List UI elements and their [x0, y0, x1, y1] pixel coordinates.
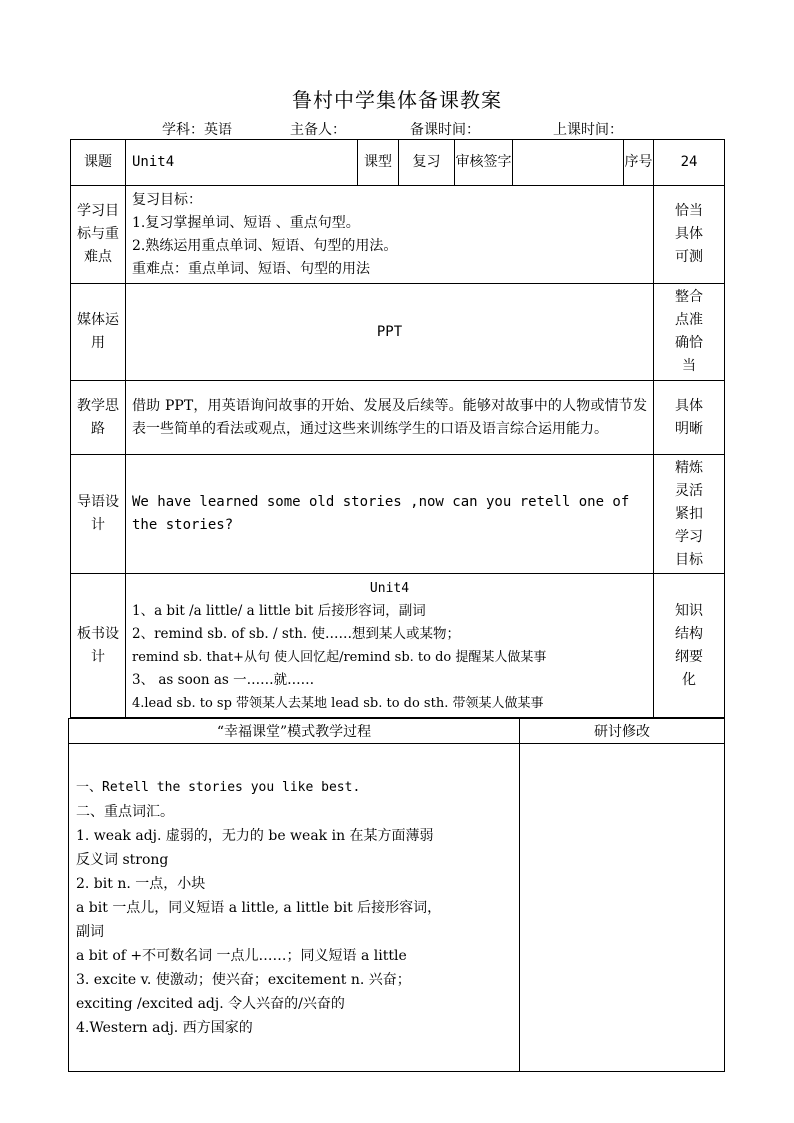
board-heading: Unit4	[369, 580, 410, 596]
process-line: 4.Western adj. 西方国家的	[76, 1020, 253, 1036]
media-row	[71, 284, 725, 381]
intro-comment: 精炼灵活紧扣学习目标	[654, 455, 725, 574]
board-label: 板书设计	[71, 574, 126, 718]
process-line: 2. bit n. 一点，小块	[76, 876, 206, 892]
objectives-content	[126, 186, 654, 284]
process-content	[69, 744, 520, 1072]
board-line: remind sb. that+从句 使人回忆起/remind sb. to do 提醒某人做某事	[132, 649, 547, 665]
review-label: 审核签字	[455, 140, 513, 186]
thinking-row	[71, 381, 725, 455]
board-line: 2、remind sb. of sb. / sth. 使……想到某人或某物；	[132, 625, 460, 642]
objectives-row	[71, 186, 725, 284]
objectives-label: 学习目标与重难点	[71, 186, 126, 284]
process-line: 副词	[76, 924, 104, 940]
seq-value: 24	[654, 140, 725, 186]
media-comment: 整合点准确恰当	[654, 284, 725, 381]
type-label: 课型	[358, 140, 399, 186]
process-line: a bit of +不可数名词 一点儿……；同义短语 a little	[76, 948, 407, 964]
objectives-line: 1.复习掌握单词、短语 、重点句型。	[132, 214, 360, 231]
thinking-value: 借助 PPT，用英语询问故事的开始、发展及后续等。能够对故事中的人物或情节发表一些简单的看法或观点，通过这些来训练学生的口语及语言综合运用能力。	[126, 381, 654, 455]
process-header: “幸福课堂”模式教学过程	[69, 719, 520, 744]
seq-label: 序号	[624, 140, 654, 186]
intro-row	[71, 455, 725, 574]
process-body-row	[69, 744, 725, 1072]
document-title: 鲁村中学集体备课教案	[292, 88, 502, 112]
process-line: 反义词 strong	[76, 852, 169, 868]
media-value: PPT	[126, 284, 654, 381]
board-line: 3、 as soon as 一……就……	[132, 671, 315, 688]
thinking-comment: 具体明晰	[654, 381, 725, 455]
media-label: 媒体运用	[71, 284, 126, 381]
header-row	[71, 140, 725, 186]
lesson-plan-table	[70, 139, 725, 718]
type-value: 复习	[399, 140, 455, 186]
objectives-line: 重难点：重点单词、短语、句型的用法	[132, 260, 370, 277]
process-line: 二、重点词汇。	[76, 804, 174, 820]
preparer-label: 主备人：	[290, 122, 346, 138]
thinking-label: 教学思路	[71, 381, 126, 455]
intro-value: We have learned some old stories ,now can you retell one of the stories?	[126, 455, 654, 574]
revision-header: 研讨修改	[520, 719, 725, 744]
board-line: 1、a bit /a little/ a little bit 后接形容词，副词	[132, 602, 426, 619]
process-header-row	[69, 719, 725, 744]
subject-label: 学科：英语	[162, 122, 232, 138]
objectives-comment: 恰当具体可测	[654, 186, 725, 284]
topic-value: Unit4	[126, 140, 358, 186]
process-line: a bit 一点儿，同义短语 a little, a little bit 后接形容词，	[76, 900, 442, 916]
process-line: 一、Retell the stories you like best.	[76, 780, 361, 795]
board-line: 4.lead sb. to sp 带领某人去某地 lead sb. to do sth. 带领某人做某事	[132, 695, 544, 711]
teaching-process-table	[68, 718, 725, 1072]
revision-content	[520, 744, 725, 1072]
process-line: exciting /excited adj. 令人兴奋的/兴奋的	[76, 996, 345, 1012]
class-time-label: 上课时间：	[553, 122, 623, 138]
objectives-line: 复习目标：	[132, 191, 202, 208]
board-content	[126, 574, 654, 718]
intro-label: 导语设计	[71, 455, 126, 574]
process-line: 1. weak adj. 虚弱的，无力的 be weak in 在某方面薄弱	[76, 828, 434, 844]
board-row	[71, 574, 725, 718]
objectives-line: 2.熟练运用重点单词、短语、句型的用法。	[132, 237, 398, 254]
board-comment: 知识结构纲要化	[654, 574, 725, 718]
review-value	[513, 140, 624, 186]
prep-time-label: 备课时间：	[410, 122, 480, 138]
process-line: 3. excite v. 使激动；使兴奋；excitement n. 兴奋；	[76, 972, 411, 988]
topic-label: 课题	[71, 140, 126, 186]
